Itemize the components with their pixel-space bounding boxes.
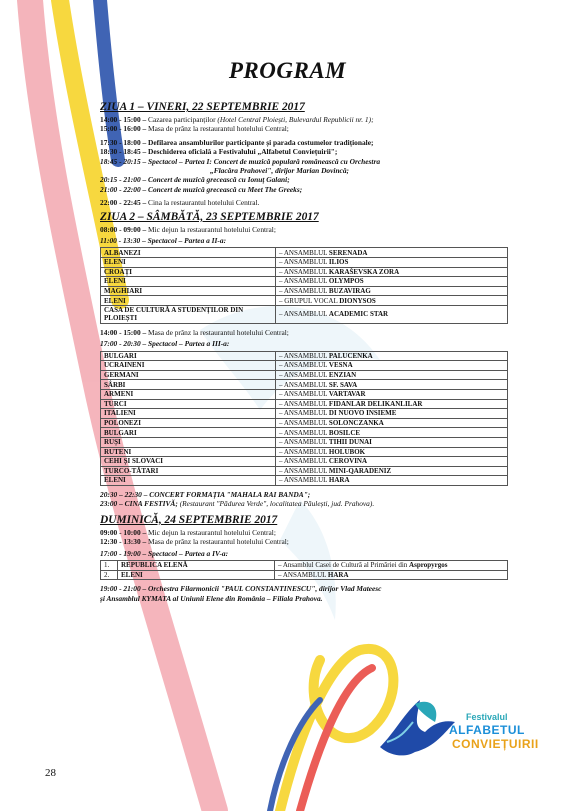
ensemble-cell [276,306,508,324]
ensemble-cell [276,286,508,296]
ensemble-prefix: – ANSAMBLUL [279,351,328,360]
ensemble-name: BOSILCE [328,428,361,437]
country-cell: TURCI [101,399,276,409]
country-cell: ALBANEZI [101,248,276,258]
ensemble-prefix: – ANSAMBLUL [279,466,328,475]
ensemble-name: FIDANLAR DELIKANLILAR [328,399,423,408]
ensemble-cell [276,390,508,400]
ensemble-prefix: – ANSAMBLUL [279,418,328,427]
country-cell: ELENI [118,570,275,580]
day1-line3: 17:30 - 18:00 – Defilarea ansamblurilor participante și parada costumelor tradiționale; [100,137,374,147]
country-cell: BULGARI [101,428,276,438]
ensemble-name: ILIOS [328,258,349,267]
country-cell: ELENI [101,277,276,287]
day1-line6: „Flacăra Prahovei", dirijor Marian Dovincă; [210,166,349,176]
ensemble-cell [276,248,508,258]
ensemble-cell [276,438,508,448]
country-cell: POLONEZI [101,418,276,428]
ensemble-prefix: – ANSAMBLUL [279,399,328,408]
table-row [101,267,508,277]
table-row [101,409,508,419]
ensemble-prefix: – ANSAMBLUL [279,380,328,389]
table-row [101,286,508,296]
ensemble-cell [276,361,508,371]
day2-heading: ZIUA 2 – SÂMBĂTĂ, 23 SEPTEMBRIE 2017 [100,210,319,223]
ensemble-prefix: – ANSAMBLUL [279,248,328,257]
ensemble-prefix: – ANSAMBLUL [279,370,328,379]
table-row [101,447,508,457]
country-cell: UCRAINENI [101,361,276,371]
country-cell: CASA DE CULTURĂ A STUDENȚILOR DIN PLOIEȘTI [101,306,276,324]
table-row [101,361,508,371]
ensemble-name: SERENADA [328,248,368,257]
table-row [101,457,508,467]
day3-part4: 17:00 - 19:00 – Spectacol – Partea a IV-a: [100,548,229,558]
ensemble-prefix: – ANSAMBLUL [279,390,328,399]
table-part3 [100,351,508,486]
day3-line4: și Ansamblul KYMATA al Uniunii Elene din România – Filiala Prahova. [100,593,323,603]
day2-line3: 20:30 – 22:30 – CONCERT FORMAȚIA "MAHALA RAI BANDA"; [100,489,311,499]
country-cell: RUȘI [101,438,276,448]
ensemble-prefix: – GRUPUL VOCAL [279,296,338,305]
ensemble-prefix: – ANSAMBLUL [279,277,328,286]
row-number: 1. [101,561,118,571]
table-row [101,306,508,324]
day2-part2: 11:00 - 13:30 – Spectacol – Partea a II-a: [100,236,227,246]
country-cell: ITALIENI [101,409,276,419]
ensemble-prefix: – ANSAMBLUL [279,361,328,370]
ensemble-cell [276,277,508,287]
day1-line1: 14:00 - 15:00 – Cazarea participanților (Hotel Central Ploiești, Bulevardul Republicii nr. 1); [100,115,374,124]
ensemble-cell [276,296,508,306]
day2-part3: 17:00 - 20:30 – Spectacol – Partea a III-a: [100,339,230,349]
dove-icon [380,700,455,755]
ensemble-name: TIHII DUNAI [328,438,372,447]
program-content [100,98,510,603]
ensemble-cell [276,476,508,486]
table-row [101,561,508,571]
table-row [101,248,508,258]
ensemble-name: OLYMPOS [328,277,364,286]
ensemble-cell [276,380,508,390]
ensemble-name: BUZAVIRAG [328,286,371,295]
ensemble-name: PALUCENKA [328,351,373,360]
row-number: 2. [101,570,118,580]
table-row [101,380,508,390]
table-row [101,418,508,428]
country-cell: RUTENI [101,447,276,457]
ensemble-name: HARA [327,570,349,579]
ensemble-cell [276,457,508,467]
ensemble-cell [275,570,508,580]
ensemble-name: SOLONCZANKA [328,418,384,427]
table-part2 [100,247,508,323]
country-cell: ELENI [101,296,276,306]
ensemble-prefix: – ANSAMBLUL [279,428,328,437]
table-row [101,351,508,361]
ensemble-prefix: – ANSAMBLUL [279,258,328,267]
table-row [101,258,508,268]
ensemble-name: DIONYSOS [339,296,376,305]
ensemble-prefix: – ANSAMBLUL [278,570,327,579]
country-cell: MAGHIARI [101,286,276,296]
ensemble-name: VESNA [328,361,353,370]
table-row [101,428,508,438]
day1-line9: 22:00 - 22:45 – Cina la restaurantul hotelului Central. [100,198,260,208]
ensemble-cell [276,258,508,268]
table-row [101,399,508,409]
logo-text-convietuirii: CONVIEȚUIRII [452,737,539,751]
country-cell: SÂRBI [101,380,276,390]
ensemble-name: VARTAVAR [328,390,366,399]
table-row [101,476,508,486]
ensemble-cell [276,466,508,476]
ensemble-name: SF. SAVA [328,380,358,389]
country-cell: REPUBLICA ELENĂ [118,561,275,571]
day2-line4: 23:00 – CINA FESTIVĂ; (Restaurant "Pădurea Verde", localitatea Păulești, jud. Prahova). [100,499,375,509]
day1-line7: 20:15 - 21:00 – Concert de muzică grecească cu Ionuț Galani; [100,175,290,185]
ensemble-name: CEROVINA [328,457,368,466]
ensemble-name: HARA [328,476,350,485]
ensemble-prefix: – ANSAMBLUL [279,447,328,456]
country-cell: GERMANI [101,370,276,380]
day3-line1: 09:00 - 10:00 – Mic dejun la restaurantul hotelului Central; [100,527,276,537]
country-cell: ARMENI [101,390,276,400]
ensemble-cell [276,447,508,457]
ensemble-prefix: – Ansamblul Casei de Cultură al Primăriei din [278,561,408,570]
ensemble-name: Aspropyrgos [409,561,448,570]
ensemble-prefix: – ANSAMBLUL [279,267,328,276]
table-row [101,390,508,400]
ensemble-prefix: – ANSAMBLUL [279,409,328,418]
ensemble-cell [276,267,508,277]
ensemble-cell [276,409,508,419]
table-row [101,370,508,380]
logo-text-alfabetul: ALFABETUL [449,723,525,737]
ensemble-name: DI NUOVO INSIEME [328,409,397,418]
ensemble-name: KARAŠEVSKA ZORA [328,267,400,276]
day2-line2: 14:00 - 15:00 – Masa de prânz la restaurantul hotelului Central; [100,327,289,337]
ensemble-cell [275,561,508,571]
ensemble-cell [276,370,508,380]
table-part4 [100,560,508,580]
day1-line4: 18:30 - 18:45 – Deschiderea oficială a Festivalului „Alfabetul Conviețuirii"; [100,147,338,157]
ensemble-prefix: – ANSAMBLUL [279,438,328,447]
ensemble-prefix: – ANSAMBLUL [279,476,328,485]
day1-heading: ZIUA 1 – VINERI, 22 SEPTEMBRIE 2017 [100,101,305,113]
logo-text-festival: Festivalul [466,712,508,722]
ensemble-name: ENZIAN [328,370,357,379]
table-row [101,570,508,580]
ensemble-cell [276,428,508,438]
country-cell: TURCO-TĂTARI [101,466,276,476]
country-cell: CEHI ȘI SLOVACI [101,457,276,467]
country-cell: CROAȚI [101,267,276,277]
page-title: PROGRAM [228,58,347,83]
ensemble-prefix: – ANSAMBLUL [279,310,328,319]
table-row [101,296,508,306]
table-row [101,277,508,287]
day3-line3: 19:00 - 21:00 – Orchestra Filarmonicii "PAUL CONSTANTINESCU", dirijor Vlad Mateesc [100,584,382,594]
day3-heading: DUMINICĂ, 24 SEPTEMBRIE 2017 [100,513,278,526]
ensemble-name: MINI-QARADENIZ [328,466,392,475]
ensemble-name: ACADEMIC STAR [328,310,389,319]
table-row [101,466,508,476]
country-cell: ELENI [101,258,276,268]
ensemble-name: HOLUBOK [328,447,366,456]
ensemble-prefix: – ANSAMBLUL [279,457,328,466]
day3-line2: 12:30 - 13:30 – Masa de prânz la restaurantul hotelului Central; [100,537,289,547]
day1-line8: 21:00 - 22:00 – Concert de muzică grecească cu Meet The Greeks; [100,184,303,194]
country-cell: BULGARI [101,351,276,361]
table-row [101,438,508,448]
country-cell: ELENI [101,476,276,486]
day1-line5: 18:45 - 20:15 – Spectacol – Partea I: Concert de muzică populară românească cu Orchestra [100,156,381,166]
ensemble-prefix: – ANSAMBLUL [279,286,328,295]
ensemble-cell [276,351,508,361]
day2-line1: 08:00 - 09:00 – Mic dejun la restaurantul hotelului Central; [100,224,276,234]
ensemble-cell [276,418,508,428]
day1-line2: 15:00 - 16:00 – Masa de prânz la restaurantul hotelului Central; [100,124,289,134]
ensemble-cell [276,399,508,409]
page-number: 28 [45,767,56,779]
